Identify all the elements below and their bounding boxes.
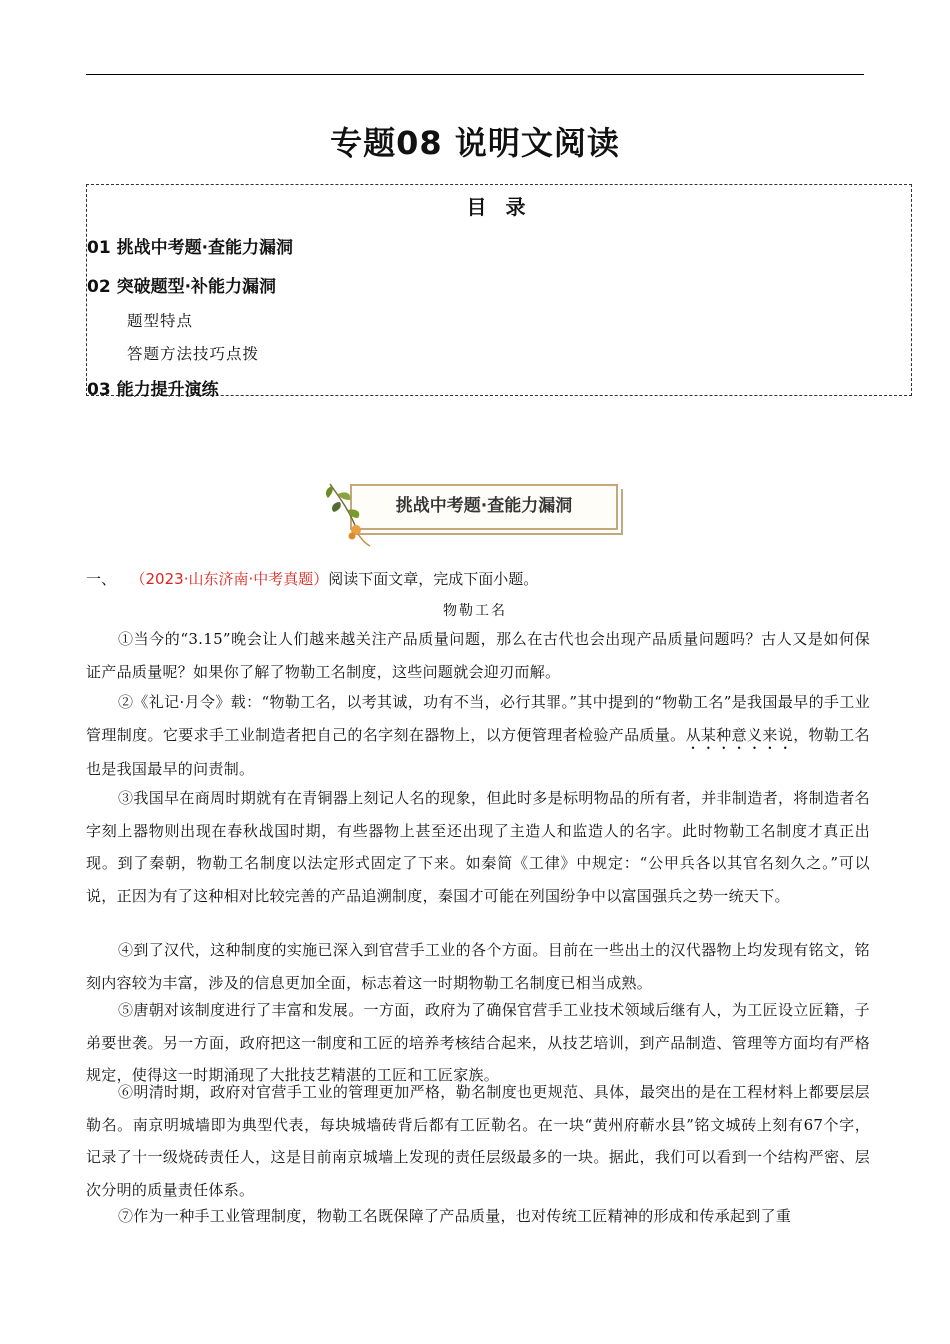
banner-label: 挑战中考题·查能力漏洞	[395, 496, 573, 516]
paragraph-3-text: ③我国早在商周时期就有在青铜器上刻记人名的现象，但此时多是标明物品的所有者，并非制造者，将制造者名字刻上器物则出现在春秋战国时期，有些器物上甚至还出现了主造人和监造人的名字。此时物勒工名制度才真正出现。到了秦朝，物勒工名制度以法定形式固定了下来。如秦简《工律》中规定：“公甲兵各以其官名刻久之。”可以说，正因为有了这种相对比较完善的产品追溯制度，秦国才可能在列国纷争中以富国强兵之势一统天下。	[86, 789, 870, 905]
toc-heading: 目 录	[466, 195, 532, 219]
question-number: 一、	[86, 570, 117, 588]
paragraph-5-text: ⑤唐朝对该制度进行了丰富和发展。一方面，政府为了确保官营手工业技术领域后继有人，为工匠设立匠籍，子弟要世袭。另一方面，政府把这一制度和工匠的培养考核结合起来，从技艺培训，到产品制造、管理等方面均有严格规定，使得这一时期涌现了大批技艺精湛的工匠和工匠家族。	[86, 1001, 870, 1084]
paragraph-2-part-b: ，物勒工名也是我国最早的问责制。	[86, 725, 870, 778]
paragraph-7	[86, 1200, 870, 1233]
table-of-contents	[86, 184, 912, 400]
question-source: （2023·山东济南·中考真题）	[138, 570, 329, 588]
question-header	[86, 568, 538, 589]
emphasized-phrase: 从某种意义来说	[685, 725, 794, 744]
paragraph-1	[86, 623, 870, 688]
paragraph-2-part-a: ②《礼记·月令》载：“物勒工名，以考其诚，功有不当，必行其罪。”其中提到的“物勒工名”是我国最早的手工业管理制度。它要求手工业制造者把自己的名字刻在器物上，以方便管理者检验产品质量。	[86, 693, 870, 744]
toc-subitem-answer-methods[interactable]: 答题方法技巧点拨	[127, 345, 260, 363]
paragraph-4-text: ④到了汉代，这种制度的实施已深入到官营手工业的各个方面。目前在一些出土的汉代器物上均发现有铭文，铭刻内容较为丰富，涉及的信息更加全面，标志着这一时期物勒工名制度已相当成熟。	[86, 941, 870, 992]
paragraph-2-text	[86, 686, 870, 785]
toc-subitem-question-features[interactable]: 题型特点	[127, 312, 194, 330]
paragraph-1-text: ①当今的“3.15”晚会让人们越来越关注产品质量问题，那么在古代也会出现产品质量问题吗？古人又是如何保证产品质量呢？如果你了解了物勒工名制度，这些问题就会迎刃而解。	[86, 630, 870, 681]
toc-item-03[interactable]: 03 能力提升演练	[87, 380, 219, 400]
question-prompt: 阅读下面文章，完成下面小题。	[328, 570, 539, 588]
article-title: 物勒工名	[443, 603, 507, 619]
section-banner	[322, 478, 628, 548]
paragraph-7-text: ⑦作为一种手工业管理制度，物勒工名既保障了产品质量，也对传统工匠精神的形成和传承起到了重	[118, 1207, 792, 1225]
paragraph-4	[86, 934, 870, 999]
paragraph-3	[86, 782, 870, 912]
paragraph-6	[86, 1076, 870, 1206]
page-title: 专题08 说明文阅读	[330, 124, 620, 162]
toc-item-01[interactable]: 01 挑战中考题·查能力漏洞	[87, 238, 294, 258]
paragraph-6-text: ⑥明清时期，政府对官营手工业的管理更加严格，勒名制度也更规范、具体，最突出的是在工程材料上都要层层勒名。南京明城墙即为典型代表，每块城墙砖背后都有工匠勒名。在一块“黄州府蕲水县”铭文城砖上刻有67个字，记录了十一级烧砖责任人，这是目前南京城墙上发现的责任层级最多的一块。据此，我们可以看到一个结构严密、层次分明的质量责任体系。	[86, 1083, 870, 1199]
toc-item-02[interactable]: 02 突破题型·补能力漏洞	[87, 277, 277, 297]
paragraph-2	[86, 686, 870, 785]
header-rule	[86, 74, 864, 75]
leaf-sprig-icon	[322, 478, 382, 548]
